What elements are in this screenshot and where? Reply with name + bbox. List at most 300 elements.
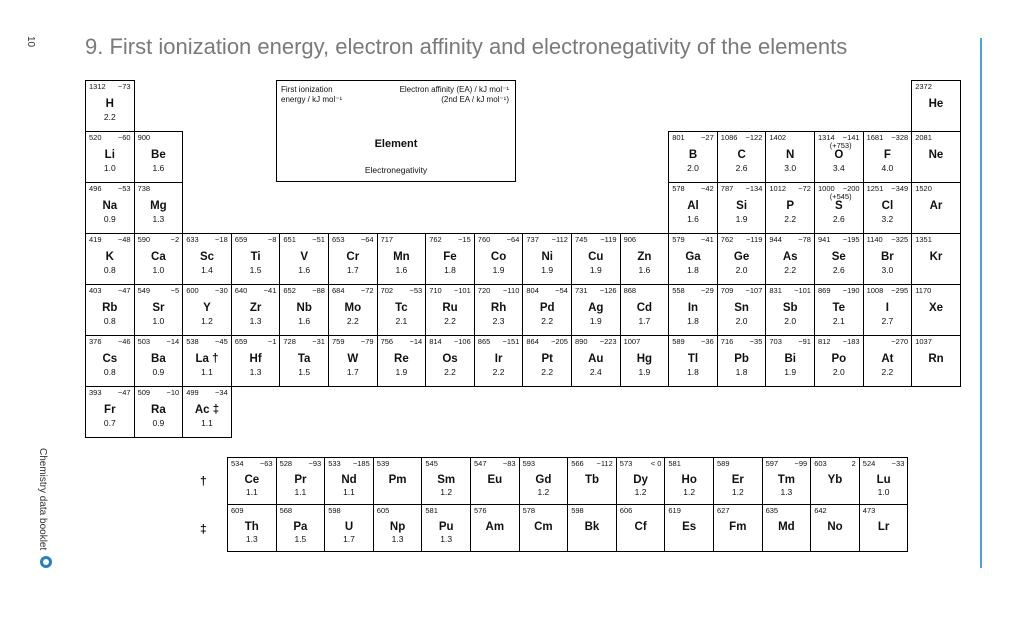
- electronegativity: 2.2: [444, 316, 456, 326]
- electron-affinity: −93: [308, 459, 322, 468]
- element-cell-w: [328, 335, 378, 387]
- element-cell-cl: [863, 182, 913, 234]
- electronegativity: 1.4: [201, 265, 213, 275]
- element-symbol: Cu: [588, 251, 604, 263]
- electronegativity: 1.6: [638, 265, 651, 275]
- ionization-energy: 528: [279, 459, 293, 468]
- lanthanide-cell-pr: [276, 457, 326, 505]
- electronegativity: 3.2: [881, 214, 894, 224]
- element-cell-la: [182, 335, 232, 387]
- ionization-energy: 890: [575, 337, 588, 346]
- electron-affinity: −110: [503, 286, 520, 295]
- ionization-energy: 558: [672, 286, 685, 295]
- element-symbol: Fr: [104, 404, 116, 416]
- element-symbol: P: [786, 200, 795, 212]
- electron-affinity: −14: [166, 337, 180, 346]
- element-symbol: He: [928, 98, 944, 110]
- element-symbol: Os: [442, 353, 458, 365]
- electron-affinity: −119: [746, 235, 763, 244]
- ionization-energy: 717: [380, 235, 394, 244]
- element-symbol: Sn: [734, 302, 749, 314]
- element-symbol: Cs: [102, 353, 118, 365]
- electronegativity: 1.5: [249, 265, 262, 275]
- electronegativity: 1.2: [683, 487, 696, 497]
- element-cell-rn: [911, 335, 961, 387]
- element-symbol: Nb: [296, 302, 312, 314]
- lanthanide-cell-eu: [470, 457, 520, 505]
- element-symbol: K: [105, 251, 114, 263]
- lanthanide-cell-nd: [324, 457, 374, 505]
- element-symbol: Zn: [637, 251, 652, 263]
- element-cell-ti: [231, 233, 281, 285]
- element-symbol: C: [737, 149, 746, 161]
- ionization-energy: 1312: [89, 82, 106, 91]
- electronegativity: 1.6: [152, 163, 165, 173]
- element-symbol: Si: [736, 200, 748, 212]
- electronegativity: 1.8: [444, 265, 456, 275]
- element-symbol: Bk: [584, 521, 600, 533]
- actinide-cell-cm: [519, 504, 569, 552]
- electronegativity: 1.2: [537, 487, 550, 497]
- electronegativity: 3.0: [784, 163, 797, 173]
- electron-affinity: −34: [215, 388, 228, 397]
- ionization-energy: 473: [862, 506, 876, 515]
- lanthanide-cell-ce: [227, 457, 277, 505]
- element-cell-as: [765, 233, 815, 285]
- electron-affinity: −223: [599, 337, 617, 346]
- element-cell-ir: [474, 335, 524, 387]
- electron-affinity: < 0: [650, 459, 662, 468]
- element-cell-te: [814, 284, 864, 336]
- ionization-energy: 1000: [818, 184, 835, 193]
- element-cell-sr: [134, 284, 184, 336]
- element-symbol: Md: [778, 521, 795, 533]
- ionization-energy: 716: [720, 337, 734, 346]
- ionization-energy: 603: [814, 459, 827, 468]
- second-electron-affinity: (+545): [829, 192, 852, 201]
- element-symbol: Br: [881, 251, 894, 263]
- electron-affinity: −122: [745, 133, 763, 142]
- element-symbol: Ni: [541, 251, 553, 263]
- lanthanide-cell-tb: [567, 457, 617, 505]
- ionization-energy: 524: [862, 459, 876, 468]
- page-title: 9. First ionization energy, electron affinity and electronegativity of the elements: [85, 34, 848, 59]
- lanthanide-cell-sm: [421, 457, 471, 505]
- ionization-energy: 745: [575, 235, 588, 244]
- electron-affinity: −64: [506, 235, 520, 244]
- electronegativity: 1.8: [687, 265, 699, 275]
- element-symbol: As: [782, 251, 798, 263]
- element-symbol: Co: [490, 251, 507, 263]
- electronegativity: 2.0: [784, 316, 797, 326]
- ionization-energy: 627: [717, 506, 730, 515]
- electronegativity: 2.0: [687, 163, 699, 173]
- element-cell-zr: [231, 284, 281, 336]
- electron-affinity: −51: [312, 235, 325, 244]
- element-symbol: Tc: [395, 302, 408, 314]
- ionization-energy: 619: [668, 506, 681, 515]
- electron-affinity: −112: [596, 459, 613, 468]
- electron-affinity: −99: [794, 459, 808, 468]
- electronegativity: 1.3: [391, 534, 404, 544]
- ionization-energy: 581: [425, 506, 438, 515]
- electronegativity: 1.2: [731, 487, 744, 497]
- element-symbol: S: [834, 200, 843, 212]
- element-symbol: V: [300, 251, 309, 263]
- element-cell-mo: [328, 284, 378, 336]
- electronegativity: 1.7: [343, 534, 355, 544]
- element-symbol: Cd: [636, 302, 653, 314]
- ionization-energy: 589: [672, 337, 685, 346]
- electronegativity: 2.0: [735, 316, 748, 326]
- element-symbol: Ge: [733, 251, 750, 263]
- element-symbol: Tb: [584, 474, 600, 486]
- page-number: 10: [25, 36, 36, 48]
- ionization-energy: 868: [623, 286, 637, 295]
- ionization-energy: 1008: [866, 286, 884, 295]
- element-symbol: Rn: [928, 353, 944, 365]
- ionization-energy: 702: [380, 286, 394, 295]
- electronegativity: 1.1: [245, 487, 258, 497]
- actinide-cell-u: [324, 504, 374, 552]
- legend-ie-label: First ionization energy / kJ mol⁻¹: [281, 85, 343, 104]
- element-symbol: No: [827, 521, 843, 533]
- electronegativity: 1.2: [201, 316, 213, 326]
- element-symbol: Ho: [681, 474, 697, 486]
- element-cell-al: [668, 182, 718, 234]
- lanthanide-cell-gd: [519, 457, 569, 505]
- element-symbol: Pd: [539, 302, 555, 314]
- ionization-energy: 533: [328, 459, 341, 468]
- legend-box: [276, 80, 516, 182]
- element-symbol: Kr: [929, 251, 943, 263]
- ionization-energy: 573: [619, 459, 633, 468]
- lanthanide-cell-pm: [373, 457, 423, 505]
- actinide-cell-no: [810, 504, 860, 552]
- electron-affinity: −2: [170, 235, 180, 244]
- element-symbol: At: [881, 353, 894, 365]
- element-cell-b: [668, 131, 718, 183]
- element-symbol: N: [786, 149, 795, 161]
- electron-affinity: −328: [891, 133, 909, 142]
- electron-affinity: −64: [360, 235, 374, 244]
- electronegativity: 1.6: [298, 265, 311, 275]
- electron-affinity: −29: [701, 286, 714, 295]
- legend-element-label: Element: [374, 138, 418, 150]
- ionization-energy: 590: [137, 235, 151, 244]
- element-symbol: Hf: [249, 353, 262, 365]
- element-symbol: Nd: [341, 474, 357, 486]
- element-symbol: Ce: [244, 474, 260, 486]
- element-symbol: Cf: [634, 521, 647, 533]
- actinide-cell-es: [664, 504, 714, 552]
- element-cell-ru: [425, 284, 475, 336]
- ionization-energy: 1007: [623, 337, 641, 346]
- element-cell-nb: [279, 284, 329, 336]
- actinide-cell-np: [373, 504, 423, 552]
- actinide-cell-md: [762, 504, 812, 552]
- electron-affinity: −349: [891, 184, 909, 193]
- electronegativity: 4.0: [881, 163, 894, 173]
- ionization-energy: 831: [769, 286, 782, 295]
- element-cell-c: [717, 131, 767, 183]
- ionization-energy: 597: [765, 459, 779, 468]
- electron-affinity: −47: [117, 388, 131, 397]
- ionization-energy: 579: [672, 235, 685, 244]
- ionization-energy: 376: [89, 337, 102, 346]
- electron-affinity: −8: [267, 235, 277, 244]
- electronegativity: 1.9: [589, 316, 602, 326]
- electronegativity: 1.2: [634, 487, 647, 497]
- element-symbol: Lu: [876, 474, 891, 486]
- electronegativity: 2.7: [881, 316, 894, 326]
- element-symbol: Ir: [494, 353, 503, 365]
- electronegativity: 2.3: [492, 316, 505, 326]
- electron-affinity: −195: [842, 235, 860, 244]
- element-cell-br: [863, 233, 913, 285]
- electronegativity: 0.8: [103, 367, 116, 377]
- electron-affinity: −33: [891, 459, 905, 468]
- element-cell-rh: [474, 284, 524, 336]
- element-cell-pb: [717, 335, 767, 387]
- electron-affinity: 2: [851, 459, 856, 468]
- electronegativity: 2.0: [832, 367, 845, 377]
- element-cell-kr: [911, 233, 961, 285]
- electronegativity: 1.2: [440, 487, 453, 497]
- electron-affinity: −185: [352, 459, 370, 468]
- ionization-energy: 600: [186, 286, 199, 295]
- element-symbol: Cr: [346, 251, 360, 263]
- electron-affinity: −72: [798, 184, 811, 193]
- electronegativity: 1.3: [245, 534, 258, 544]
- electronegativity: 2.2: [784, 214, 797, 224]
- actinide-cell-lr: [859, 504, 909, 552]
- electronegativity: 2.2: [444, 367, 456, 377]
- actinide-cell-pa: [276, 504, 326, 552]
- element-symbol: Am: [485, 521, 505, 533]
- ionization-energy: 496: [89, 184, 102, 193]
- ionization-energy: 509: [137, 388, 151, 397]
- ionization-energy: 801: [672, 133, 685, 142]
- element-symbol: Eu: [487, 474, 503, 486]
- element-cell-xe: [911, 284, 961, 336]
- electronegativity: 0.7: [103, 418, 116, 428]
- element-cell-sb: [765, 284, 815, 336]
- ionization-energy: 578: [522, 506, 536, 515]
- ionization-energy: 609: [231, 506, 244, 515]
- electron-affinity: −190: [842, 286, 860, 295]
- element-symbol: Ac ‡: [194, 404, 220, 416]
- electron-affinity: −35: [749, 337, 763, 346]
- electronegativity: 0.9: [152, 418, 165, 428]
- electronegativity: 0.8: [103, 316, 116, 326]
- element-symbol: Sc: [199, 251, 215, 263]
- ionization-energy: 684: [332, 286, 345, 295]
- lanthanide-cell-er: [713, 457, 763, 505]
- electronegativity: 2.2: [541, 316, 554, 326]
- ionization-energy: 578: [672, 184, 685, 193]
- ionization-energy: 640: [234, 286, 248, 295]
- ionization-energy: 605: [376, 506, 390, 515]
- ionization-energy: 703: [769, 337, 782, 346]
- element-cell-hg: [620, 335, 670, 387]
- electronegativity: 1.6: [687, 214, 699, 224]
- element-symbol: Pa: [293, 521, 308, 533]
- electron-affinity: −27: [701, 133, 714, 142]
- electron-affinity: −183: [842, 337, 860, 346]
- legend-ea-line1: Electron affinity (EA) / kJ mol⁻¹: [399, 85, 509, 94]
- element-symbol: Ra: [151, 404, 166, 416]
- element-cell-s: [814, 182, 864, 234]
- element-cell-sc: [182, 233, 232, 285]
- ionization-energy: 906: [623, 235, 637, 244]
- ionization-energy: 814: [429, 337, 442, 346]
- ionization-energy: 547: [474, 459, 487, 468]
- element-symbol: Pr: [294, 474, 307, 486]
- electron-affinity: −47: [117, 286, 131, 295]
- ionization-energy: 549: [137, 286, 151, 295]
- electronegativity: 1.9: [541, 265, 554, 275]
- ionization-energy: 760: [477, 235, 491, 244]
- element-cell-pd: [522, 284, 572, 336]
- ionization-energy: 759: [332, 337, 345, 346]
- electronegativity: 1.8: [687, 316, 699, 326]
- element-symbol: Ru: [442, 302, 458, 314]
- ionization-energy: 652: [283, 286, 296, 295]
- element-symbol: Yb: [827, 474, 843, 486]
- ionization-energy: 581: [668, 459, 681, 468]
- ionization-energy: 568: [279, 506, 293, 515]
- electronegativity: 1.1: [201, 418, 213, 428]
- electronegativity: 1.3: [780, 487, 793, 497]
- element-symbol: Ne: [928, 149, 944, 161]
- element-cell-sn: [717, 284, 767, 336]
- legend-ea-line2: (2nd EA / kJ mol⁻¹): [441, 95, 509, 104]
- electronegativity: 2.2: [103, 112, 116, 122]
- ionization-energy: 1314: [818, 133, 835, 142]
- electronegativity: 1.3: [440, 534, 453, 544]
- element-cell-co: [474, 233, 524, 285]
- element-symbol: Rb: [102, 302, 118, 314]
- element-symbol: Mo: [344, 302, 362, 314]
- element-symbol: Mg: [150, 200, 167, 212]
- electronegativity: 1.8: [687, 367, 699, 377]
- element-symbol: Ca: [151, 251, 166, 263]
- electron-affinity: −134: [745, 184, 763, 193]
- electronegativity: 1.6: [298, 316, 311, 326]
- electronegativity: 2.6: [735, 163, 748, 173]
- element-cell-hf: [231, 335, 281, 387]
- element-symbol: Te: [832, 302, 846, 314]
- element-symbol: Pm: [388, 474, 407, 486]
- electron-affinity: −41: [263, 286, 277, 295]
- ionization-energy: 403: [89, 286, 102, 295]
- element-cell-ar: [911, 182, 961, 234]
- ionization-energy: 659: [234, 337, 248, 346]
- actinide-cell-th: [227, 504, 277, 552]
- ionization-energy: 598: [571, 506, 584, 515]
- element-symbol: Sb: [782, 302, 798, 314]
- element-symbol: Zr: [249, 302, 262, 314]
- element-cell-f: [863, 131, 913, 183]
- electronegativity: 2.2: [881, 367, 894, 377]
- element-symbol: Au: [588, 353, 604, 365]
- element-cell-os: [425, 335, 475, 387]
- electron-affinity: −83: [502, 459, 516, 468]
- electron-affinity: −42: [701, 184, 714, 193]
- ionization-energy: 419: [89, 235, 102, 244]
- element-symbol: Rh: [490, 302, 507, 314]
- ionization-energy: 593: [522, 459, 536, 468]
- element-cell-au: [571, 335, 621, 387]
- electron-affinity: −60: [117, 133, 131, 142]
- ionization-energy: 1170: [915, 286, 932, 295]
- ionization-energy: 520: [89, 133, 102, 142]
- element-cell-cd: [620, 284, 670, 336]
- element-symbol: O: [834, 149, 844, 161]
- ionization-energy: 812: [818, 337, 831, 346]
- element-symbol: Sm: [437, 474, 456, 486]
- element-cell-y: [182, 284, 232, 336]
- electronegativity: 2.2: [541, 367, 554, 377]
- ionization-energy: 538: [186, 337, 199, 346]
- electron-affinity: −63: [259, 459, 273, 468]
- electronegativity: 1.5: [294, 534, 307, 544]
- element-cell-ni: [522, 233, 572, 285]
- electron-affinity: −88: [312, 286, 325, 295]
- element-cell-p: [765, 182, 815, 234]
- element-symbol: Ag: [588, 302, 604, 314]
- lanthanide-cell-ho: [664, 457, 714, 505]
- element-cell-ba: [134, 335, 184, 387]
- element-cell-rb: [85, 284, 135, 336]
- electronegativity: 0.8: [103, 265, 116, 275]
- element-symbol: Pb: [734, 353, 749, 365]
- element-symbol: Li: [104, 149, 115, 161]
- element-symbol: Se: [831, 251, 846, 263]
- ionization-energy: 1012: [769, 184, 787, 193]
- electronegativity: 1.7: [638, 316, 651, 326]
- electron-affinity: −270: [891, 337, 909, 346]
- ionization-energy: 539: [376, 459, 390, 468]
- electronegativity: 2.2: [784, 265, 797, 275]
- electronegativity: 0.9: [152, 367, 165, 377]
- electronegativity: 1.9: [395, 367, 408, 377]
- electronegativity: 1.1: [201, 367, 213, 377]
- electronegativity: 2.1: [832, 316, 845, 326]
- element-cell-cr: [328, 233, 378, 285]
- legend-ea-label: [400, 85, 509, 105]
- electronegativity: 1.0: [152, 316, 165, 326]
- element-cell-li: [85, 131, 135, 183]
- electron-affinity: −18: [215, 235, 228, 244]
- electron-affinity: −48: [117, 235, 131, 244]
- lanthanide-marker: †: [200, 474, 207, 488]
- electron-affinity: −101: [794, 286, 811, 295]
- electronegativity: 1.0: [152, 265, 165, 275]
- electronegativity: 1.8: [735, 367, 748, 377]
- element-symbol: Th: [244, 521, 259, 533]
- ionization-energy: 900: [137, 133, 151, 142]
- electronegativity: 1.9: [589, 265, 602, 275]
- electron-affinity: −72: [360, 286, 374, 295]
- electronegativity: 1.3: [249, 316, 262, 326]
- element-cell-at: [863, 335, 913, 387]
- electron-affinity: −31: [312, 337, 325, 346]
- ionization-energy: 1402: [769, 133, 787, 142]
- element-cell-he: [911, 80, 961, 132]
- ionization-energy: 738: [137, 184, 151, 193]
